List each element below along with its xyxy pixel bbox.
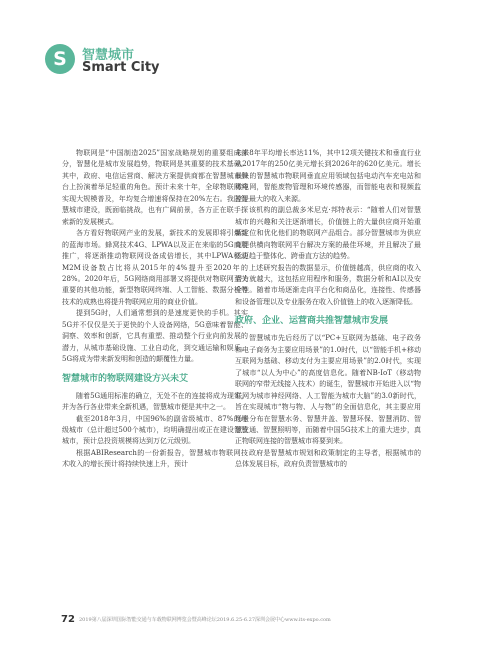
paragraph: 截至2018年3月，中国96%的副省级城市、87%的地级城市（总计超过500个城市），均明确提出或正在建设智慧城市，预计总投资规模将达到万亿元级别。: [62, 414, 248, 446]
paragraph: 该机构的副总裁多米尼克·邦特表示：“随着人们对智慧城市的兴趣和关注逐渐增长，价值链上的大量供应商开始重新定位和优化他们的物联网产品组合。部分智慧城市为供应商提供横向物联网平台解决方案的最佳环境，并且解决了最近更趋于整体化、跨垂直方法的趋势。: [235, 206, 421, 261]
paragraph: 未来8年平均增长率达11%，其中12项关键技术和垂直行业从2017年的250亿美元增长到2026年的620亿美元。增长最快的智慧城市物联网垂直应用领域包括电动汽车充电站和微电网，智能废物管理和环境传感器，而智能电表和视频监控是最大的收入来源。: [235, 149, 421, 203]
left-column: [62, 148, 248, 471]
section-heading: 智慧城市的物联网建设方兴未艾: [62, 373, 189, 384]
section-title-cn: 智慧城市: [82, 48, 135, 63]
section-title-en: Smart City: [82, 60, 160, 75]
page-number: 72: [61, 614, 75, 625]
paragraph: 提到5G时，人们通常想到的是速度更快的手机。其实5G并不仅仅是关于更快的个人设备网络，5G意味着智能、洞察、效率和创新，它具有重塑、推动整个行业向前发展的潜力，从城市基础设施、工业自动化，到交通运输和娱乐，5G将成为带来新发明和创造的颠覆性力量。: [62, 309, 248, 364]
paragraph: 上述研究报告的数据显示，价值链越高，供应商的收入潜力就越大，这包括应用程序和服务，数据分析和AI以及安全性。随着市场逐渐走向平台化和商品化，连接性、传感器和设备管理以及专业服务在收入价值链上的收入逐渐降低。: [235, 263, 421, 306]
section-header: [45, 43, 245, 83]
section-heading: 政府、企业、运营商共推智慧城市发展: [235, 316, 389, 327]
paragraph: 智慧城市先后经历了以“PC+互联网为基础、电子政务和电子商务为主要应用场景”的1.0时代，以“智能手机+移动互联网为基础、移动支付为主要应用场景”的2.0时代，实现了城市“以人为中心”的高度信息化。随着NB-IoT（移动物联网的窄带无线接入技术）的诞生，智慧城市开始进入以“物联网为城市神经网络、人工智能为城市大脑”的3.0新时代，旨在实现城市“物与物、人与物”的全面信息化，其主要应用场景分布在智慧水务、智慧井盖、智慧环保、智慧消防、智慧交通、智慧照明等，而随着中国5G技术上的重大进步，真正物联网连接的智慧城市将要到来。: [235, 334, 421, 446]
paragraph: 随着5G通用标准的确立，无处不在的连接将成为现实，并为各行各业带来全新机遇，智慧城市便是其中之一。: [62, 391, 248, 412]
paragraph: 各方看好物联网产业的发展，新技术的发展即将引爆新的蓝海市场。蜂窝技术4G、LPWA以及正在来临的5G商用推广，将逐渐推动物联网设备成倍增长，其中LPWA移动M2M设备数占比将从2015年的4%提升至2020年的28%。2020年后，5G网络商用部署又将提供对物联网至关重要的其他功能，新型物联网终端、人工智能、数据分析等技术的成熟也将提升物联网应用的商业价值。: [62, 229, 248, 306]
paragraph: 根据ABIResearch的一份新报告，智慧城市物联网技术收入的增长预计将持续快速上升，预计: [62, 448, 248, 469]
paragraph: 政府是智慧城市规划和政策制定的主导者，根据城市的总体发展目标，政府负责智慧城市的: [235, 448, 421, 469]
right-column: [235, 148, 421, 471]
footer-caption: 2019第八届深圳国际智能交通与车载物联网博览会暨高峰论坛2019.6.25-6.27深圳会展中心www.its-expo.com: [79, 617, 331, 623]
paragraph: 物联网是“中国制造2025”国家战略规划的重要组成部分，智慧化是城市发展趋势，物联网是其重要的技术基础。其中，政府、电信运营商、解决方案提供商都在智慧城市舞台上扮演着举足轻重的角色。预计未来十年，全球物联网将实现大规模普及，年均复合增速将保持在20%左右。我国智慧城市建设，既面临挑战，也有广阔前景，各方正在联手探索新的发展模式。: [62, 149, 248, 226]
page-footer: [61, 614, 441, 626]
smart-city-logo-icon: S: [45, 44, 75, 74]
